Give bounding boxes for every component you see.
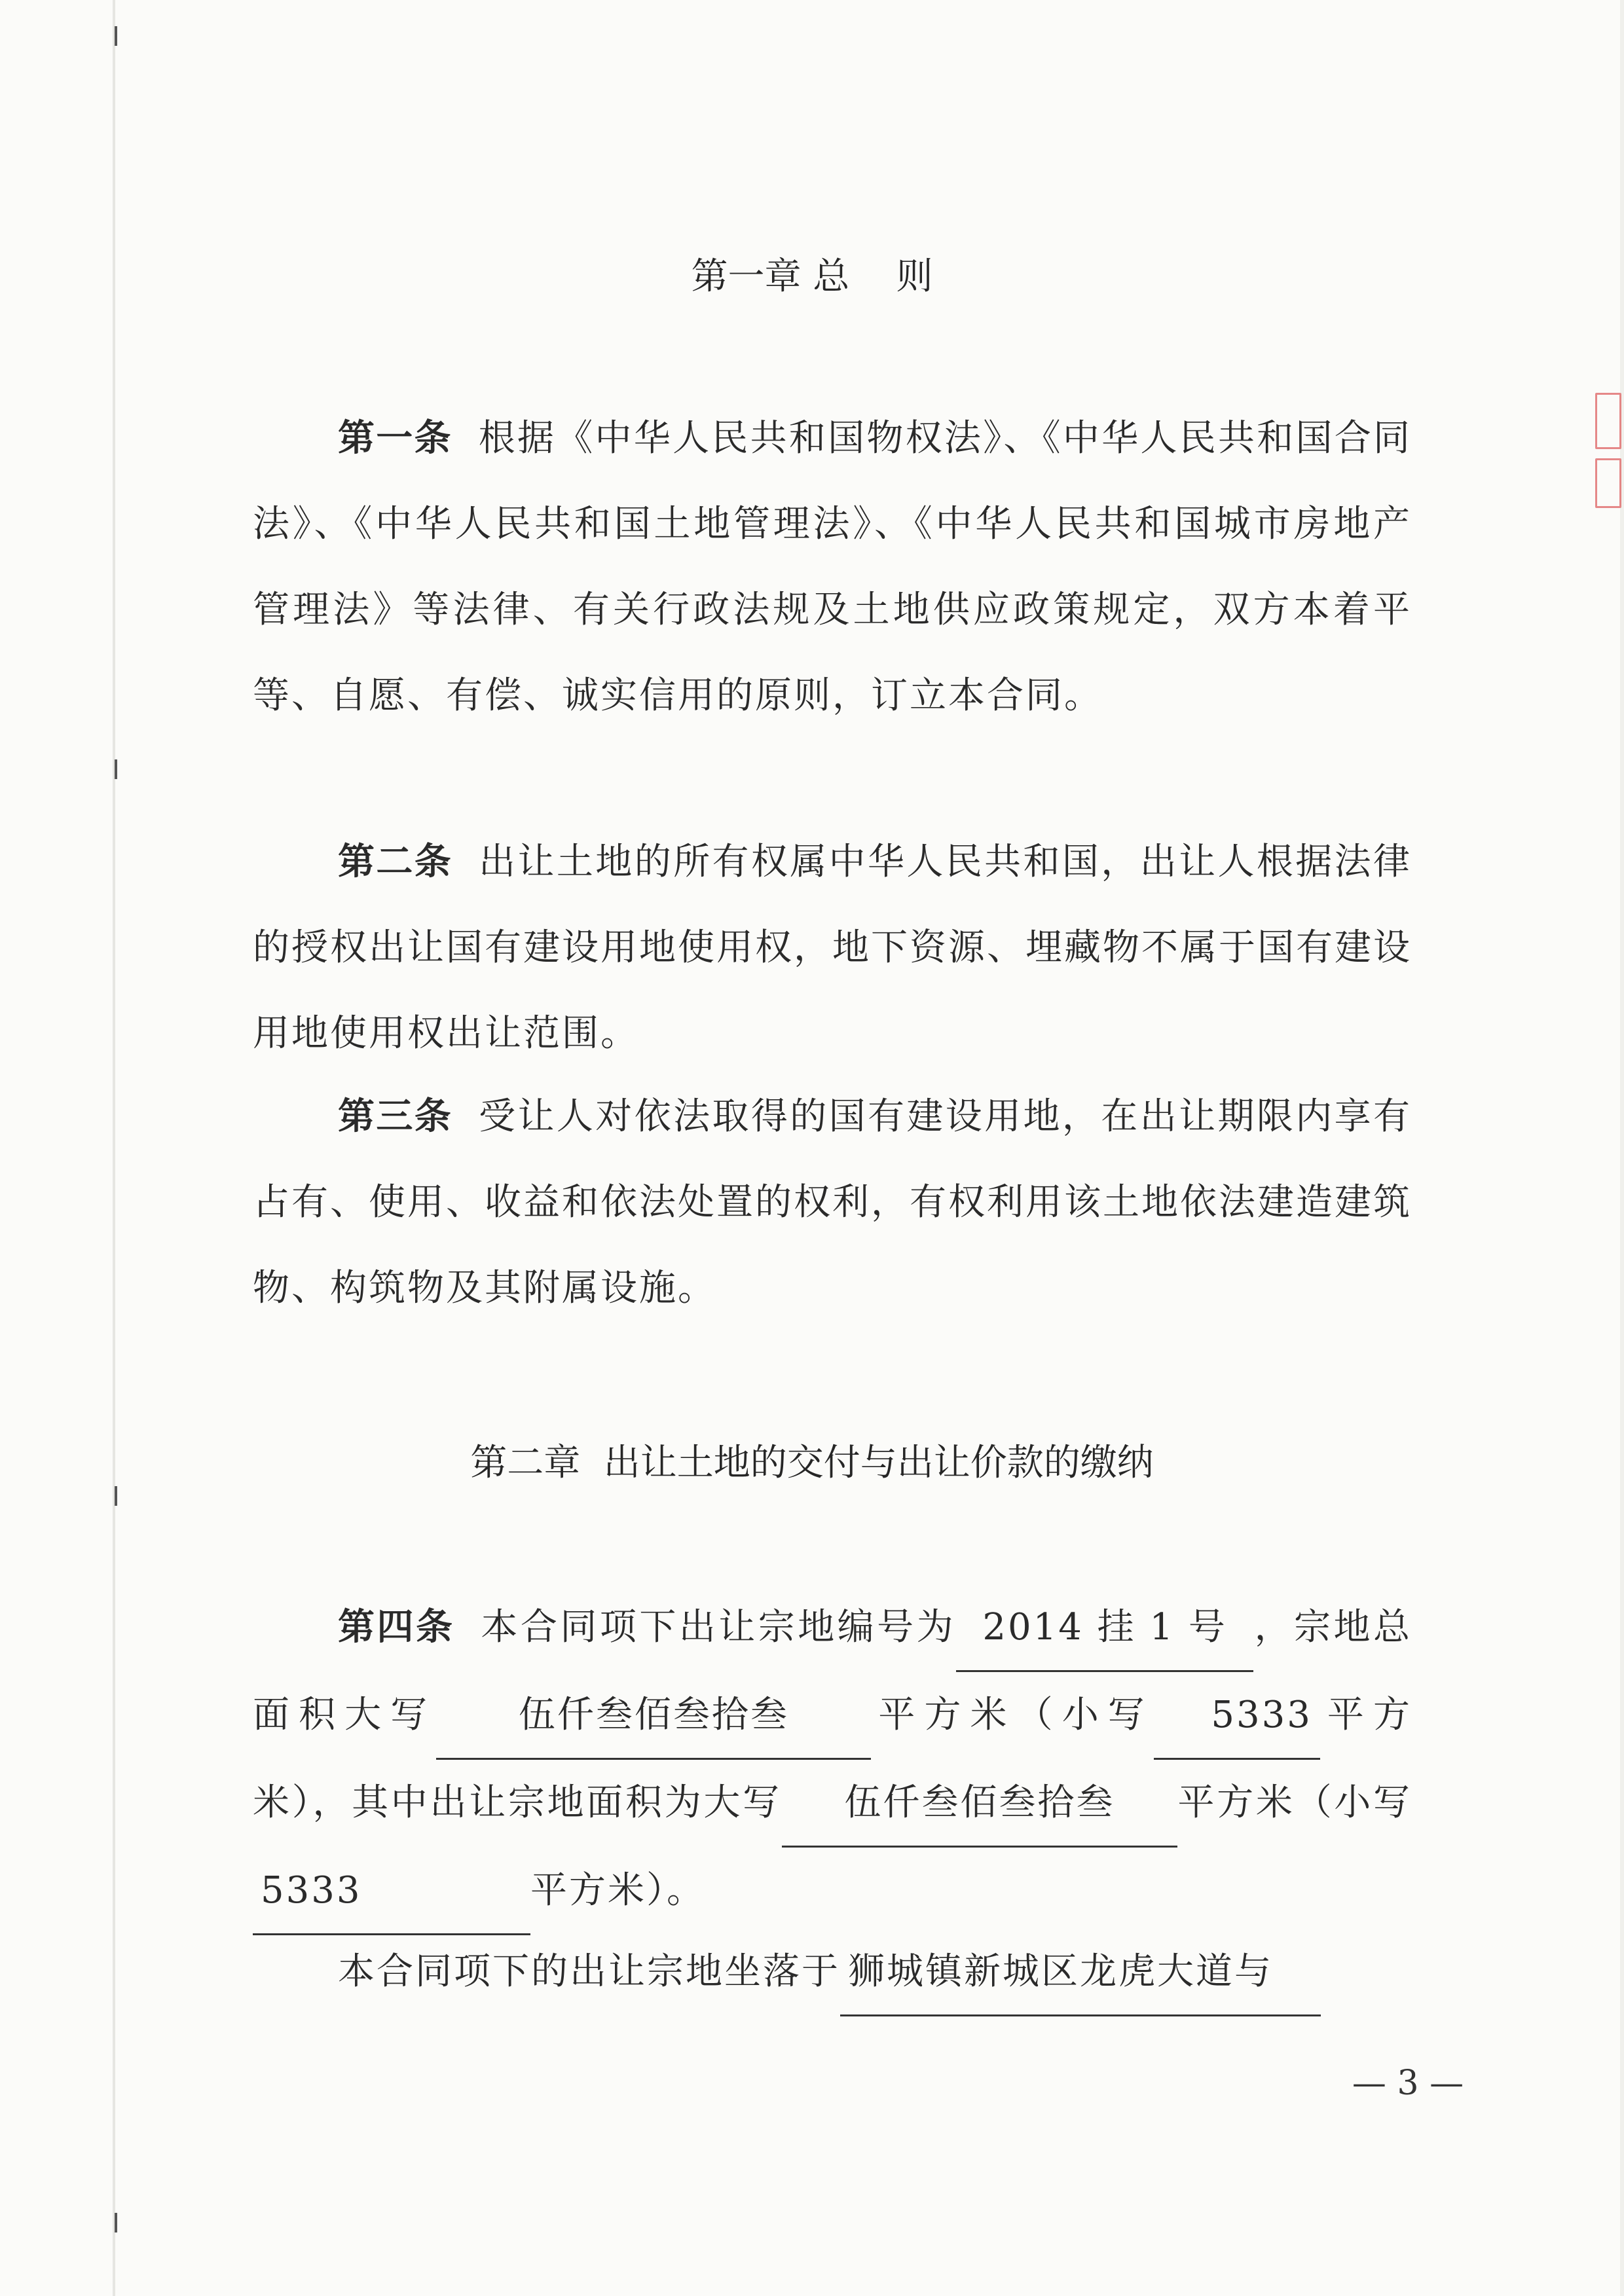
location-paragraph (253, 1929, 1412, 2016)
article-text: 出让土地的所有权属中华人民共和国，出让人根据法律的授权出让国有建设用地使用权，地下资源、埋藏物不属于国有建设用地使用权出让范围。 (253, 841, 1412, 1055)
article-label: 第一条 (338, 417, 452, 460)
seal-stamp-fragment (1593, 393, 1620, 517)
article-paragraph (253, 1584, 1412, 1935)
scan-left-edge (113, 0, 115, 2296)
grant-area-upper-field: 伍仟叁佰叁拾叁 (782, 1760, 1177, 1848)
article-text: 平方米），其中出让宗地面积为大写 (253, 1694, 1412, 1824)
parcel-number-field: 2014 挂 1 号 (956, 1584, 1253, 1672)
total-area-upper-field: 伍仟叁佰叁拾叁 (436, 1672, 871, 1760)
article-text: 受让人对依法取得的国有建设用地，在出让期限内享有占有、使用、收益和依法处置的权利，有权利用该土地依法建造建筑物、构筑物及其附属设施。 (253, 1095, 1412, 1309)
total-area-lower-field: 5333 (1154, 1672, 1320, 1760)
article-text: 本合同项下的出让宗地坐落于 (338, 1950, 840, 1993)
grant-area-lower-field: 5333 (253, 1848, 530, 1935)
article-text: 平方米）。 (530, 1869, 705, 1912)
article-text: 平方米（小写 (1177, 1781, 1412, 1824)
article-text: 平方米（小写 (871, 1694, 1154, 1736)
binding-hole-mark (115, 1486, 117, 1506)
article-paragraph (253, 395, 1412, 738)
chapter-title: 第二章 出让土地的交付与出让价款的缴纳 (470, 1442, 1154, 1484)
article-label: 第四条 (338, 1606, 455, 1649)
binding-hole-mark (115, 26, 117, 46)
article-text: ，宗地总面积大写 (253, 1606, 1412, 1736)
binding-hole-mark (115, 2213, 117, 2232)
page-number: — 3 — (1352, 2064, 1464, 2103)
article-paragraph (253, 1074, 1412, 1331)
parcel-location-field: 狮城镇新城区龙虎大道与 (840, 1929, 1321, 2016)
article-text: 本合同项下出让宗地编号为 (481, 1606, 957, 1649)
scan-right-edge (1620, 0, 1624, 2296)
binding-hole-mark (115, 759, 117, 779)
article-text: 根据《中华人民共和国物权法》、《中华人民共和国合同法》、《中华人民共和国土地管理法》、《中华人民共和国城市房地产管理法》等法律、有关行政法规及土地供应政策规定，双方本着平等、自愿、有偿、诚实信用的原则，订立本合同。 (253, 417, 1412, 717)
article-paragraph (253, 819, 1412, 1076)
article-label: 第二条 (338, 841, 453, 883)
article-label: 第三条 (338, 1095, 453, 1138)
chapter-title: 第一章 总 则 (691, 255, 933, 298)
